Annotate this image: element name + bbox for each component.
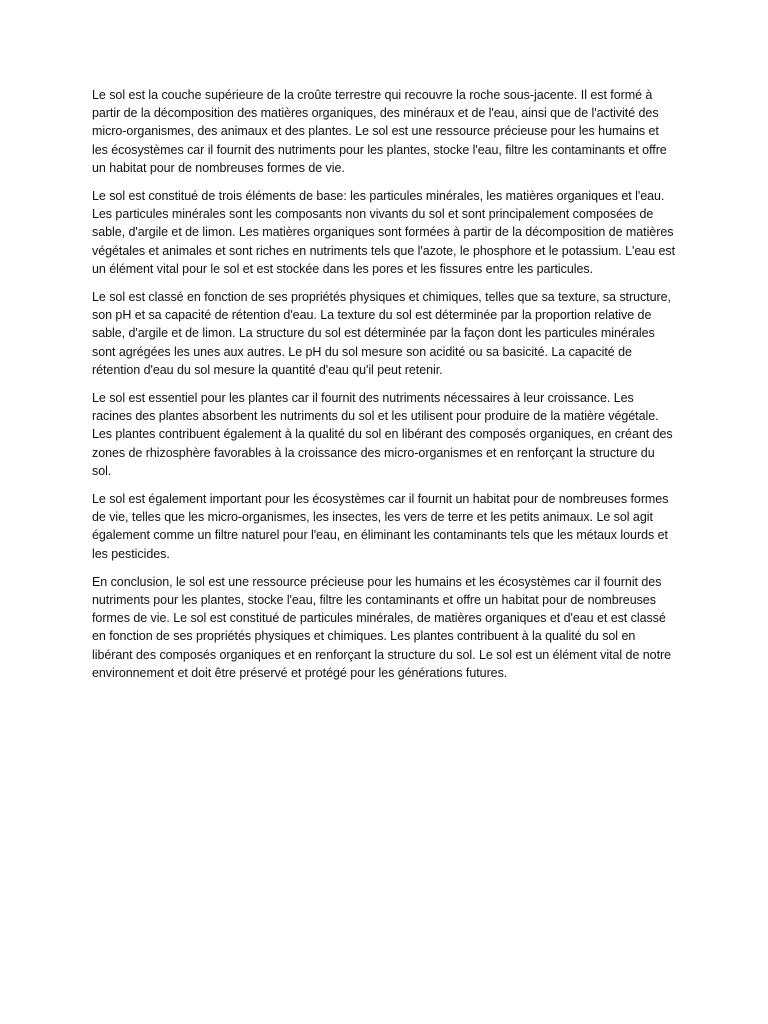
paragraph-5: Le sol est également important pour les écosystèmes car il fournit un habitat pour de nombreuses formes de vie, telles que les micro-organismes, les insectes, les vers de terre et les petits animaux. Le sol agit également comme un filtre naturel pour l'eau, en éliminant les contaminants tels que les métaux lourds et les pesticides. — [92, 492, 669, 561]
paragraph-4: Le sol est essentiel pour les plantes car il fournit des nutriments nécessaires à leur croissance. Les racines des plantes absorbent les nutriments du sol et les utilisent pour produire de la matière végétale. Les plantes contribuent également à la qualité du sol en libérant des composés organiques, en créant des zones de rhizosphère favorables à la croissance des micro-organismes et en renforçant la structure du sol. — [92, 391, 673, 478]
paragraph-2: Le sol est constitué de trois éléments de base: les particules minérales, les matières organiques et l'eau. Les particules minérales sont les composants non vivants du sol et sont principalement composées de sable, d'argile et de limon. Les matières organiques sont formées à partir de la décomposition de matières végétales et animales et sont riches en nutriments tels que l'azote, le phosphore et le potassium. L'eau est un élément vital pour le sol et est stockée dans les pores et les fissures entre les particules. — [92, 189, 676, 276]
paragraph-1: Le sol est la couche supérieure de la croûte terrestre qui recouvre la roche sous-jacente. Il est formé à partir de la décomposition des matières organiques, des minéraux et de l'eau, ainsi que de l'activité des micro-organismes, des animaux et des plantes. Le sol est une ressource précieuse pour les humains et les écosystèmes car il fournit des nutriments pour les plantes, stocke l'eau, filtre les contaminants et offre un habitat pour de nombreuses formes de vie. — [92, 88, 667, 175]
document-body — [92, 86, 676, 692]
paragraph-6: En conclusion, le sol est une ressource précieuse pour les humains et les écosystèmes car il fournit des nutriments pour les plantes, stocke l'eau, filtre les contaminants et offre un habitat pour de nombreuses formes de vie. Le sol est constitué de particules minérales, de matières organiques et d'eau et est classé en fonction de ses propriétés physiques et chimiques. Les plantes contribuent à la qualité du sol en libérant des composés organiques et en renforçant la structure du sol. Le sol est un élément vital de notre environnement et doit être préservé et protégé pour les générations futures. — [92, 574, 672, 680]
paragraph-3: Le sol est classé en fonction de ses propriétés physiques et chimiques, telles que sa texture, sa structure, son pH et sa capacité de rétention d'eau. La texture du sol est déterminée par la proportion relative de sable, d'argile et de limon. La structure du sol est déterminée par la façon dont les particules minérales sont agrégées les unes aux autres. Le pH du sol mesure son acidité ou sa basicité. La capacité de rétention d'eau du sol mesure la quantité d'eau qu'il peut retenir. — [92, 290, 671, 377]
